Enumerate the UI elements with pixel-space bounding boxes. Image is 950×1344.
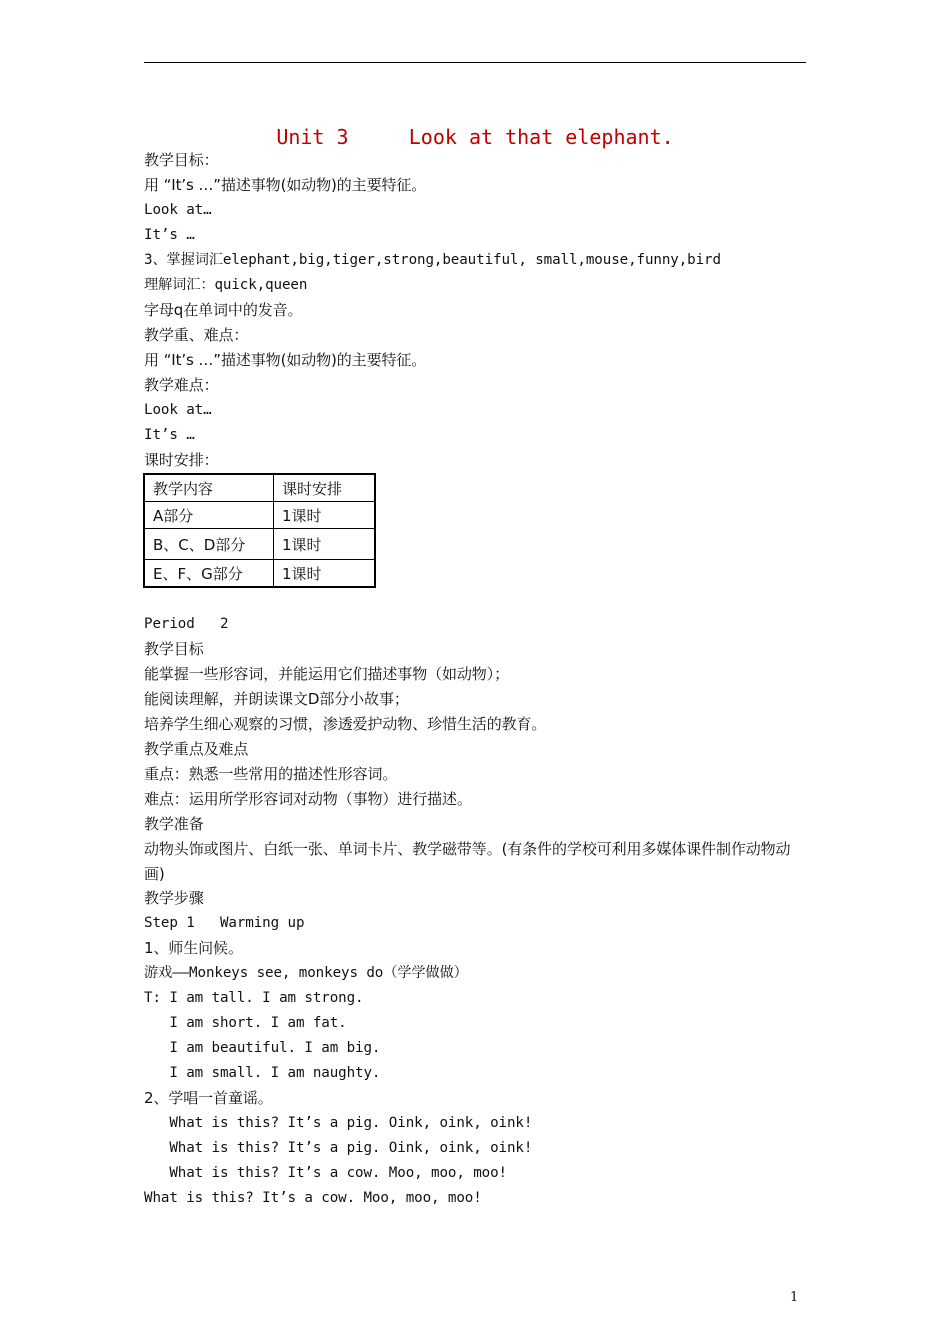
- text-line: 教学重点及难点: [144, 740, 249, 758]
- table-cell: A部分: [144, 502, 274, 529]
- text-line: 游戏——Monkeys see, monkeys do（学学做做）: [144, 965, 468, 981]
- text-line: It’s …: [144, 427, 195, 443]
- table-row: [144, 560, 375, 588]
- page-number: 1: [790, 1290, 799, 1305]
- schedule-table: [143, 473, 376, 588]
- text-line: Look at…: [144, 402, 212, 418]
- text-line: 理解词汇：quick,queen: [144, 277, 308, 293]
- text-line: What is this? It’s a pig. Oink, oink, oink!: [144, 1115, 533, 1131]
- text-line: 1、师生问候。: [144, 939, 243, 957]
- page-title: Unit 3 Look at that elephant.: [276, 125, 674, 149]
- objectives-section: [144, 148, 812, 473]
- table-header-cell: 课时安排: [274, 474, 376, 502]
- text-line: It’s …: [144, 227, 195, 243]
- text-line: 重点：熟悉一些常用的描述性形容词。: [144, 765, 398, 783]
- text-line: I am small. I am naughty.: [144, 1065, 381, 1081]
- text-line: 培养学生细心观察的习惯，渗透爱护动物、珍惜生活的教育。: [144, 715, 547, 733]
- text-line: 教学步骤: [144, 889, 204, 907]
- steps-section: [144, 886, 812, 1211]
- text-line: 教学准备: [144, 815, 204, 833]
- table-header-row: [144, 474, 375, 502]
- text-line: 课时安排：: [144, 451, 219, 469]
- text-line: 教学难点：: [144, 376, 219, 394]
- header-rule: [144, 62, 806, 63]
- period-section: [144, 612, 812, 887]
- text-line: T: I am tall. I am strong.: [144, 990, 364, 1006]
- text-line: Period 2: [144, 616, 229, 632]
- table-cell: E、F、G部分: [144, 560, 274, 588]
- text-line: I am short. I am fat.: [144, 1015, 347, 1031]
- text-line: 2、学唱一首童谣。: [144, 1089, 273, 1107]
- table-cell: B、C、D部分: [144, 529, 274, 560]
- table-row: [144, 502, 375, 529]
- table-cell: 1课时: [274, 560, 376, 588]
- text-line: 能阅读理解，并朗读课文D部分小故事；: [144, 690, 409, 708]
- text-line: Step 1 Warming up: [144, 915, 305, 931]
- text-line: 教学重、难点：: [144, 326, 249, 344]
- text-line: 教学目标：: [144, 151, 219, 169]
- table-cell: 1课时: [274, 529, 376, 560]
- text-line: 用 “It’s …”描述事物(如动物)的主要特征。: [144, 351, 427, 369]
- text-line: Look at…: [144, 202, 212, 218]
- text-line: What is this? It’s a cow. Moo, moo, moo!: [144, 1165, 507, 1181]
- text-line: 3、掌握词汇elephant,big,tiger,strong,beautiful, small,mouse,funny,bird: [144, 252, 721, 268]
- table-row: [144, 529, 375, 560]
- text-line: I am beautiful. I am big.: [144, 1040, 381, 1056]
- text-line: 能掌握一些形容词，并能运用它们描述事物（如动物）；: [144, 665, 510, 683]
- text-line: 教学目标: [144, 640, 204, 658]
- table-header-cell: 教学内容: [144, 474, 274, 502]
- text-line: 难点：运用所学形容词对动物（事物）进行描述。: [144, 790, 472, 808]
- text-line: 字母q在单词中的发音。: [144, 301, 303, 319]
- text-line: 用 “It’s …”描述事物(如动物)的主要特征。: [144, 176, 427, 194]
- table-cell: 1课时: [274, 502, 376, 529]
- preparation-text: 动物头饰或图片、白纸一张、单词卡片、教学磁带等。(有条件的学校可利用多媒体课件制作动物动画): [144, 840, 791, 883]
- text-line: What is this? It’s a pig. Oink, oink, oink!: [144, 1140, 533, 1156]
- text-line: What is this? It’s a cow. Moo, moo, moo!: [144, 1190, 482, 1206]
